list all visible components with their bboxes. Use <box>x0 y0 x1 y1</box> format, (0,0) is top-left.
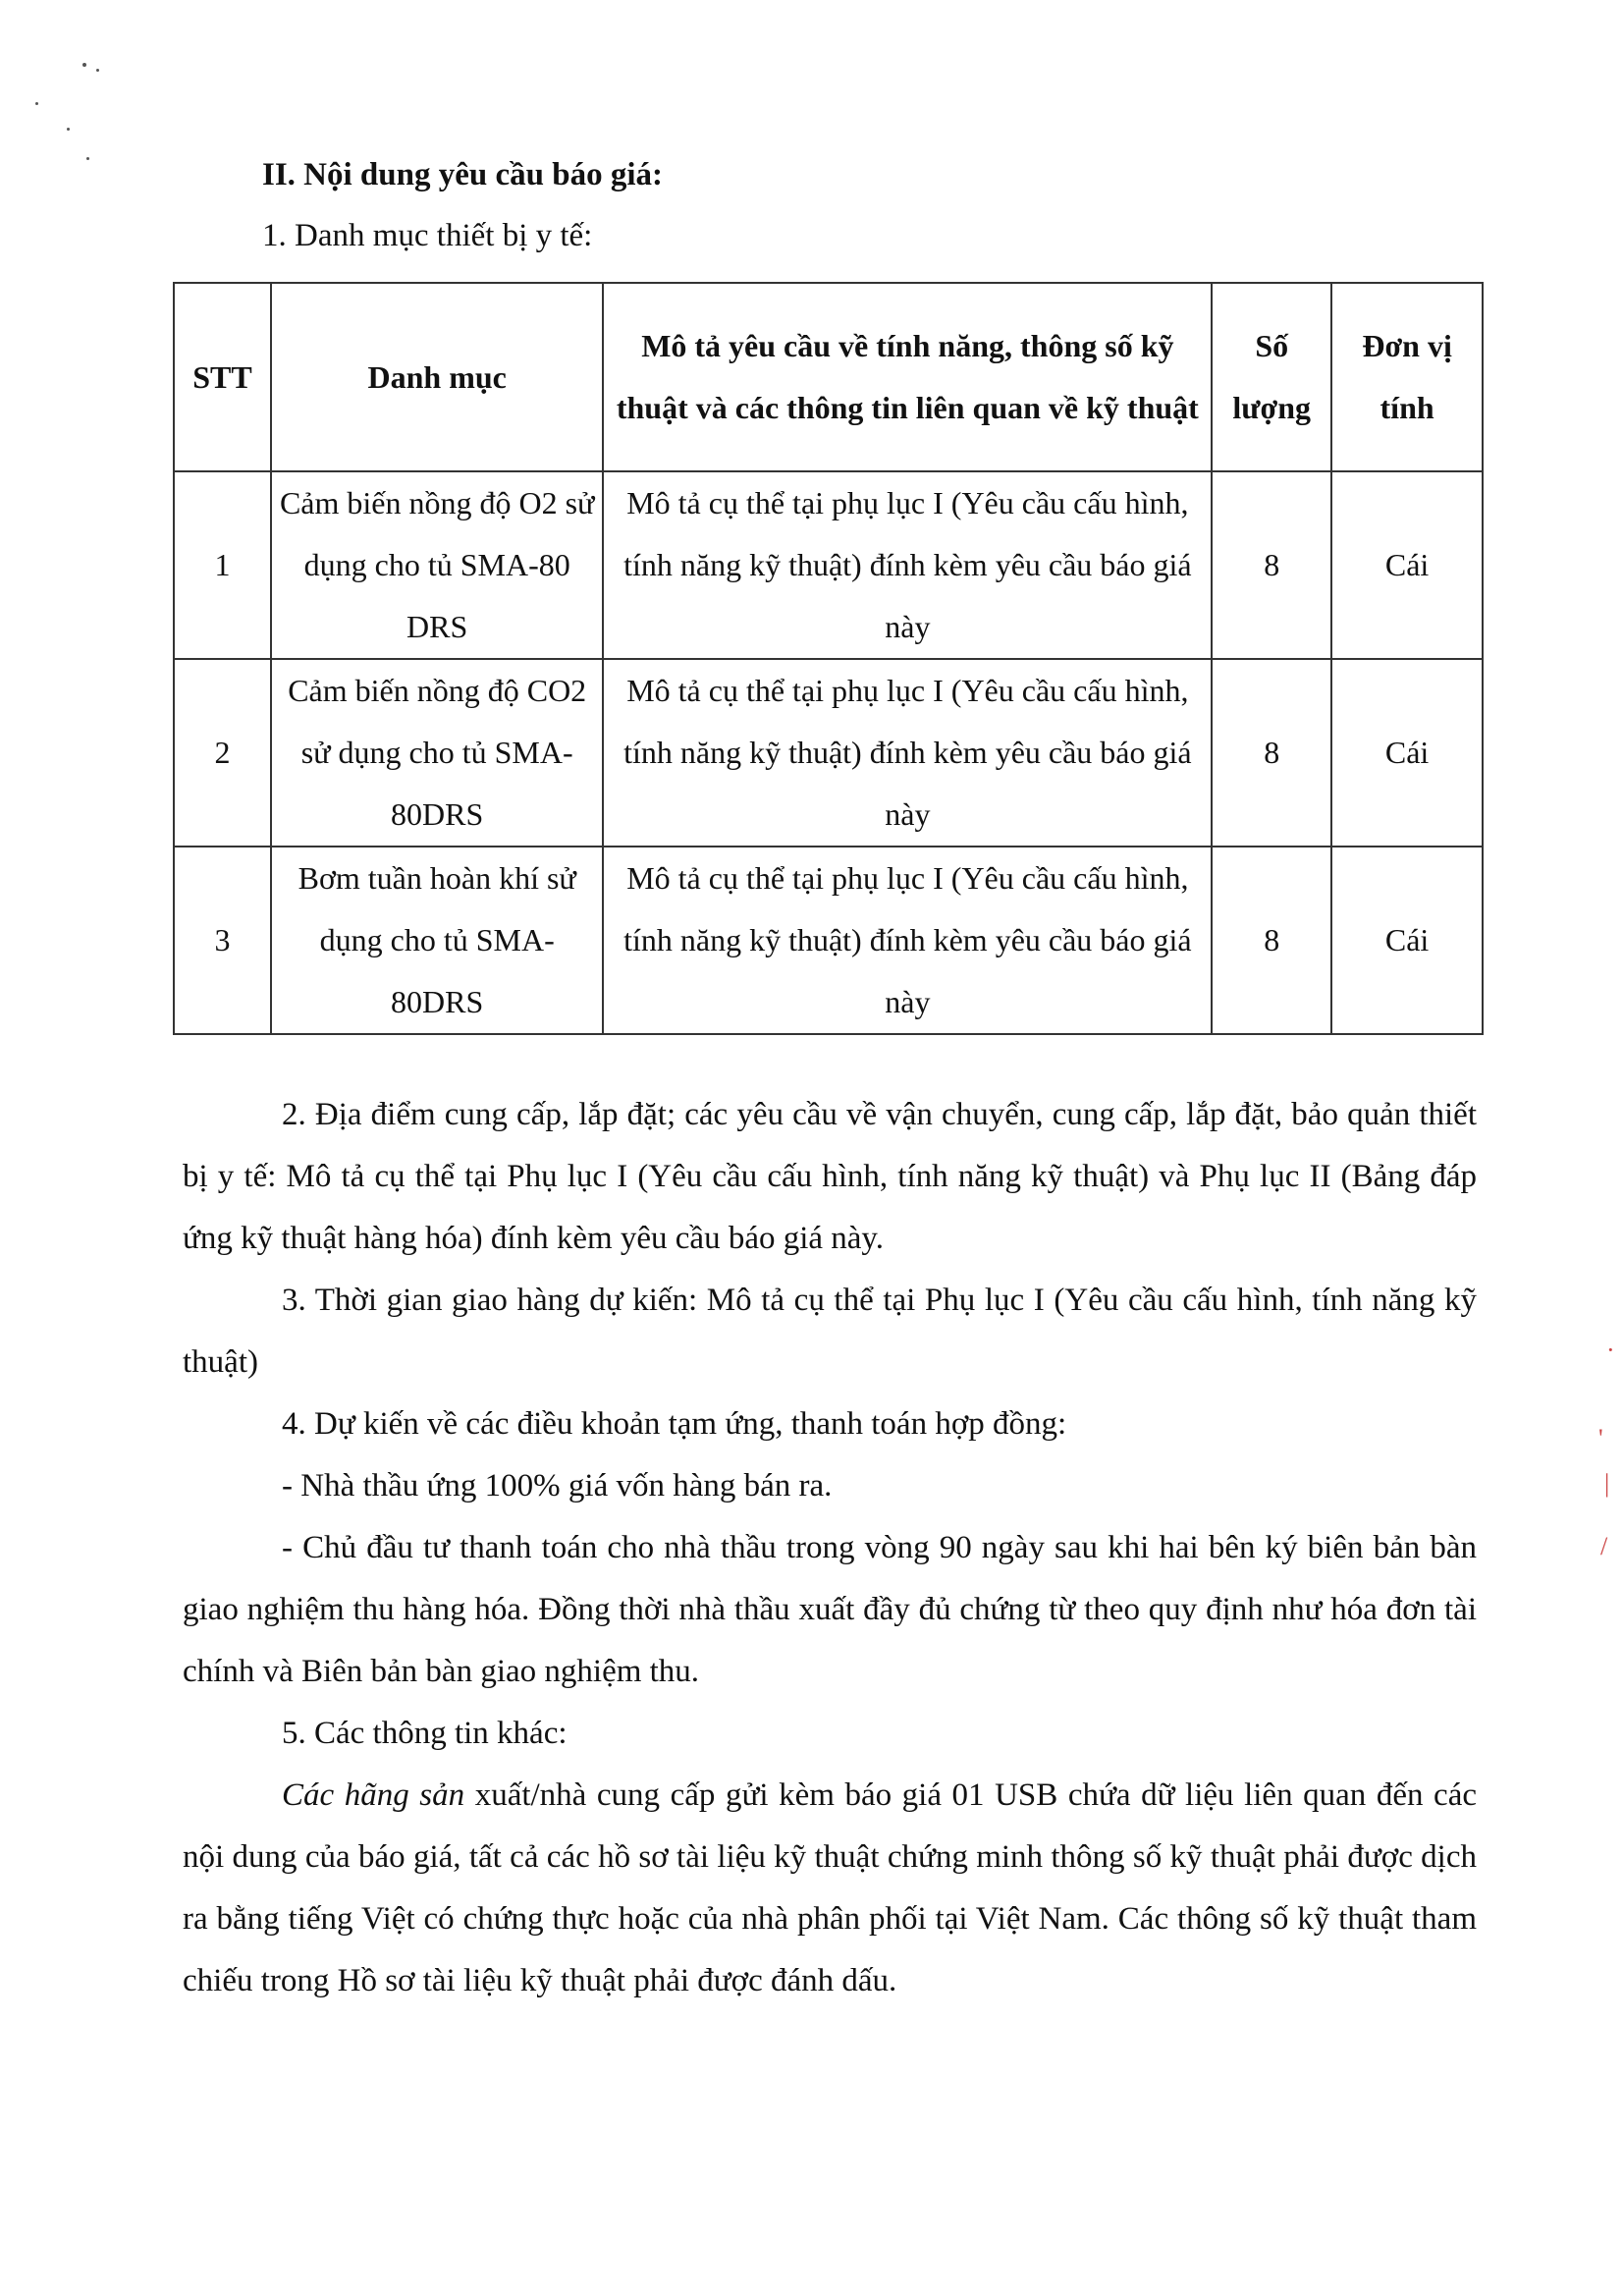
paragraph-advance: - Nhà thầu ứng 100% giá vốn hàng bán ra. <box>282 1468 833 1503</box>
scan-speck <box>35 102 38 105</box>
paragraph-other-info: 5. Các thông tin khác: <box>282 1716 568 1751</box>
cell-name: Cảm biến nồng độ CO2 sử dụng cho tủ SMA-80DRS <box>271 659 603 847</box>
scan-speck <box>96 69 99 72</box>
italic-phrase: Các hãng sản <box>282 1777 465 1813</box>
cell-stt: 3 <box>174 847 271 1034</box>
table-header-row <box>174 283 1483 471</box>
scan-speck <box>67 128 70 131</box>
header-name: Danh mục <box>271 283 603 471</box>
cell-description: Mô tả cụ thể tại phụ lục I (Yêu cầu cấu hình, tính năng kỹ thuật) đính kèm yêu cầu báo giá này <box>603 847 1212 1034</box>
cell-quantity: 8 <box>1212 471 1331 659</box>
paragraph-usb-text: xuất/nhà cung cấp gửi kèm báo giá 01 USB chứa dữ liệu liên quan đến các nội dung của báo giá, tất cả các hồ sơ tài liệu kỹ thuật chứng minh thông số kỹ thuật phải được dịch ra bằng tiếng Việt có chứng thực hoặc của nhà phân phối tại Việt Nam. Các thông số kỹ thuật tham chiếu trong Hồ sơ tài liệu kỹ thuật phải được đánh dấu. <box>183 1777 1477 1998</box>
cell-unit: Cái <box>1331 659 1483 847</box>
scan-speck <box>82 63 86 67</box>
cell-description: Mô tả cụ thể tại phụ lục I (Yêu cầu cấu hình, tính năng kỹ thuật) đính kèm yêu cầu báo giá này <box>603 471 1212 659</box>
stamp-edge-mark: | <box>1604 1469 1610 1498</box>
stamp-edge-mark: · <box>1606 1336 1615 1364</box>
cell-quantity: 8 <box>1212 847 1331 1034</box>
header-quantity: Số lượng <box>1212 283 1331 471</box>
table-row <box>174 659 1483 847</box>
cell-description: Mô tả cụ thể tại phụ lục I (Yêu cầu cấu hình, tính năng kỹ thuật) đính kèm yêu cầu báo giá này <box>603 659 1212 847</box>
table-row <box>174 847 1483 1034</box>
cell-name: Bơm tuần hoàn khí sử dụng cho tủ SMA-80DRS <box>271 847 603 1034</box>
paragraph-usb-requirement <box>183 1765 1477 2012</box>
header-unit: Đơn vị tính <box>1331 283 1483 471</box>
paragraph-payment: - Chủ đầu tư thanh toán cho nhà thầu trong vòng 90 ngày sau khi hai bên ký biên bản bàn giao nghiệm thu hàng hóa. Đồng thời nhà thầu xuất đầy đủ chứng từ theo quy định như hóa đơn tài chính và Biên bản bàn giao nghiệm thu. <box>183 1530 1477 1689</box>
cell-stt: 1 <box>174 471 271 659</box>
device-list-table <box>173 282 1484 1035</box>
cell-name: Cảm biến nồng độ O2 sử dụng cho tủ SMA-80 DRS <box>271 471 603 659</box>
section-heading: II. Nội dung yêu cầu báo giá: <box>262 157 664 192</box>
cell-unit: Cái <box>1331 471 1483 659</box>
section-subheading: 1. Danh mục thiết bị y tế: <box>262 218 593 253</box>
paragraph-payment-terms: 4. Dự kiến về các điều khoản tạm ứng, thanh toán hợp đồng: <box>282 1406 1067 1442</box>
header-description: Mô tả yêu cầu về tính năng, thông số kỹ thuật và các thông tin liên quan về kỹ thuật <box>603 283 1212 471</box>
paragraph-delivery-location: 2. Địa điểm cung cấp, lắp đặt; các yêu cầu về vận chuyển, cung cấp, lắp đặt, bảo quản thiết bị y tế: Mô tả cụ thể tại Phụ lục I (Yêu cầu cấu hình, tính năng kỹ thuật) và Phụ lục II (Bảng đáp ứng kỹ thuật hàng hóa) đính kèm yêu cầu báo giá này. <box>183 1097 1477 1256</box>
scan-speck <box>86 157 89 160</box>
cell-unit: Cái <box>1331 847 1483 1034</box>
stamp-edge-mark: ' <box>1598 1424 1603 1452</box>
stamp-edge-mark: / <box>1600 1532 1608 1560</box>
paragraph-delivery-time: 3. Thời gian giao hàng dự kiến: Mô tả cụ thể tại Phụ lục I (Yêu cầu cấu hình, tính năng kỹ thuật) <box>183 1283 1477 1380</box>
body-text <box>183 1084 1477 2012</box>
cell-stt: 2 <box>174 659 271 847</box>
table-row <box>174 471 1483 659</box>
cell-quantity: 8 <box>1212 659 1331 847</box>
header-stt: STT <box>174 283 271 471</box>
